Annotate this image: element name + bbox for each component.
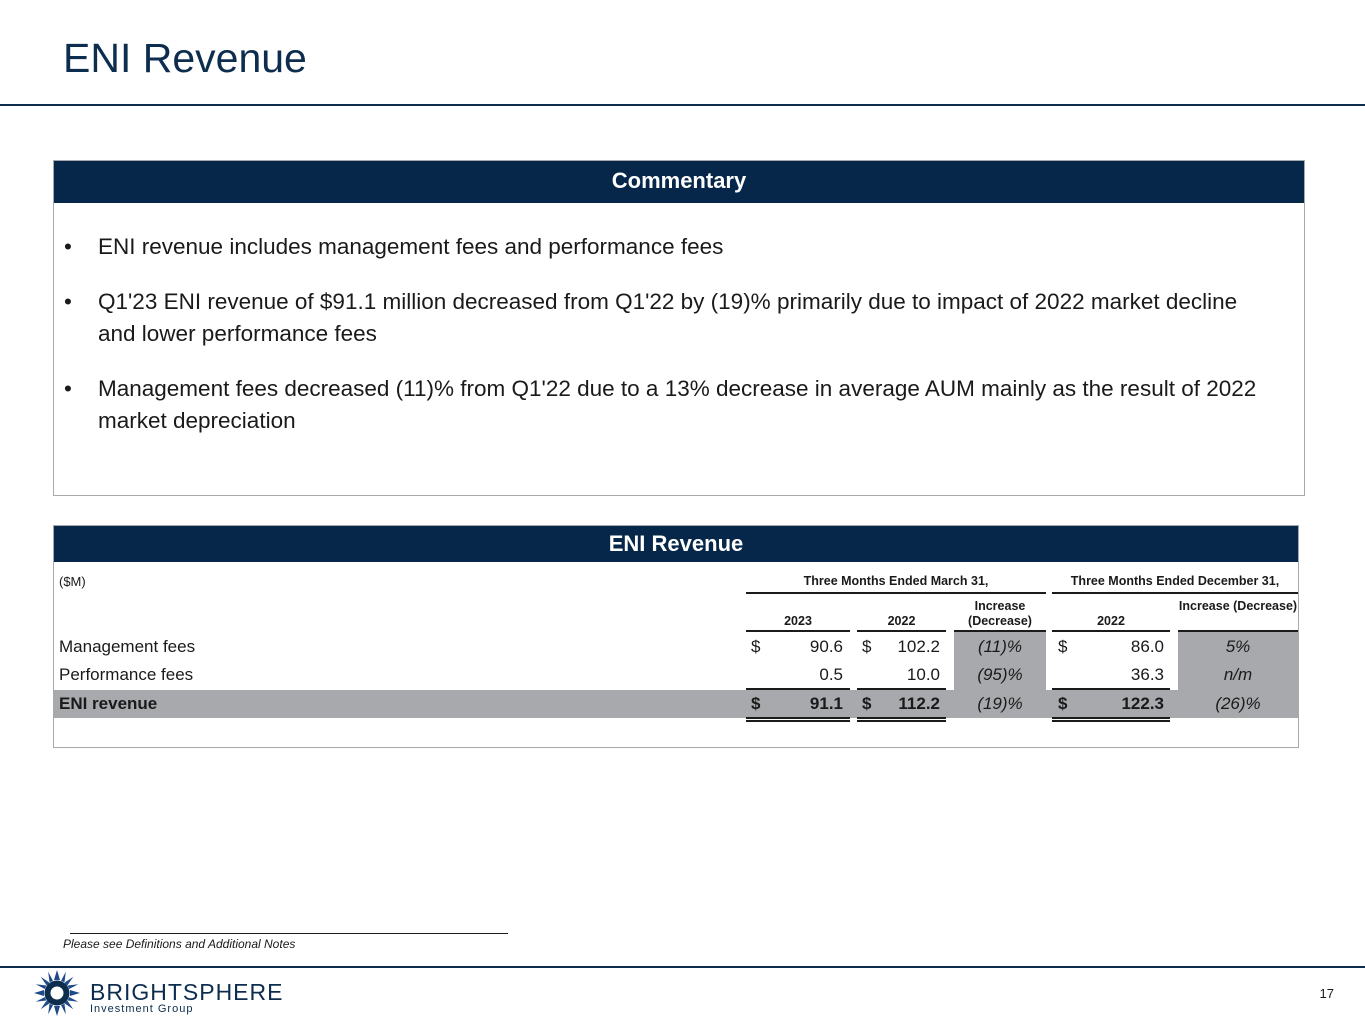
total-double-rule [746, 720, 850, 722]
header-rule [1052, 630, 1170, 632]
change-pct: (11)% [977, 637, 1023, 656]
change-pct: (19)% [977, 694, 1023, 713]
commentary-header: Commentary [54, 161, 1304, 203]
bullet-icon: • [64, 234, 72, 259]
footer-divider [0, 966, 1365, 968]
total-double-rule [857, 717, 946, 719]
eni-revenue-table [53, 525, 1299, 748]
title-divider [0, 104, 1365, 106]
footnote: Please see Definitions and Additional Notes [63, 937, 296, 951]
value-2022: 112.2 [898, 694, 940, 713]
change-pct-q4: 5% [1225, 637, 1251, 656]
currency-symbol: $ [1058, 637, 1068, 656]
commentary-text: ENI revenue includes management fees and performance fees [98, 234, 724, 259]
bullet-icon: • [64, 376, 72, 401]
row-label: Performance fees [59, 665, 194, 684]
page-number: 17 [1319, 986, 1334, 1001]
total-double-rule [1052, 717, 1170, 719]
change-pct-q4: (26)% [1215, 694, 1261, 713]
commentary-bullet [64, 231, 1280, 263]
currency-symbol: $ [1058, 694, 1068, 713]
bullet-icon: • [64, 289, 72, 314]
total-double-rule [746, 717, 850, 719]
group-header-march: Three Months Ended March 31, [803, 574, 989, 588]
total-double-rule [857, 720, 946, 722]
header-rule [1178, 630, 1298, 632]
brightsphere-logo-icon [34, 970, 80, 1016]
value-2022-q4: 36.3 [1130, 665, 1164, 684]
currency-symbol: $ [862, 694, 872, 713]
value-2023: 91.1 [809, 694, 843, 713]
page-title: ENI Revenue [63, 35, 307, 81]
commentary-panel [53, 160, 1305, 496]
col-2022: 2022 [887, 614, 916, 628]
value-2022: 102.2 [897, 637, 940, 656]
logo-subtitle: Investment Group [90, 1003, 194, 1015]
unit-label: ($M) [59, 574, 86, 589]
group-header-december: Three Months Ended December 31, [1070, 574, 1280, 588]
commentary-text: Q1'23 ENI revenue of $91.1 million decreased from Q1'22 by (19)% primarily due to impact of 2022 market decline and lower performance fees [98, 289, 1238, 346]
group-rule [746, 592, 1046, 594]
header-rule [746, 630, 850, 632]
change-pct-q4: n/m [1223, 665, 1253, 684]
row-label: Management fees [59, 637, 196, 656]
logo-wordmark: BRIGHTSPHERE [90, 979, 284, 1005]
currency-symbol: $ [862, 637, 872, 656]
commentary-bullet [64, 373, 1280, 437]
col-increase-decrease-q4: Increase (Decrease) [1178, 599, 1298, 613]
header-rule [857, 630, 946, 632]
value-2022-q4: 122.3 [1121, 694, 1164, 713]
table-header: ENI Revenue [54, 526, 1298, 562]
subtotal-rule [1052, 688, 1170, 690]
subtotal-rule [857, 688, 946, 690]
commentary-text: Management fees decreased (11)% from Q1'22 due to a 13% decrease in average AUM mainly as the result of 2022 market depreciation [98, 376, 1257, 433]
col-2023: 2023 [784, 614, 812, 628]
value-2022-q4: 86.0 [1130, 637, 1164, 656]
group-rule [1052, 592, 1298, 594]
value-2023: 0.5 [819, 665, 843, 684]
currency-symbol: $ [751, 694, 761, 713]
change-pct: (95)% [977, 665, 1023, 684]
header-rule [954, 630, 1046, 632]
subtotal-rule [746, 688, 850, 690]
row-label-total: ENI revenue [59, 694, 158, 713]
currency-symbol: $ [751, 637, 761, 656]
col-increase-decrease: Increase (Decrease) [968, 599, 1032, 628]
col-2022-q4: 2022 [1097, 614, 1125, 628]
commentary-list [54, 203, 1304, 437]
footnote-rule [70, 933, 508, 934]
commentary-bullet [64, 286, 1280, 350]
total-double-rule [1052, 720, 1170, 722]
value-2022: 10.0 [906, 665, 940, 684]
value-2023: 90.6 [809, 637, 843, 656]
